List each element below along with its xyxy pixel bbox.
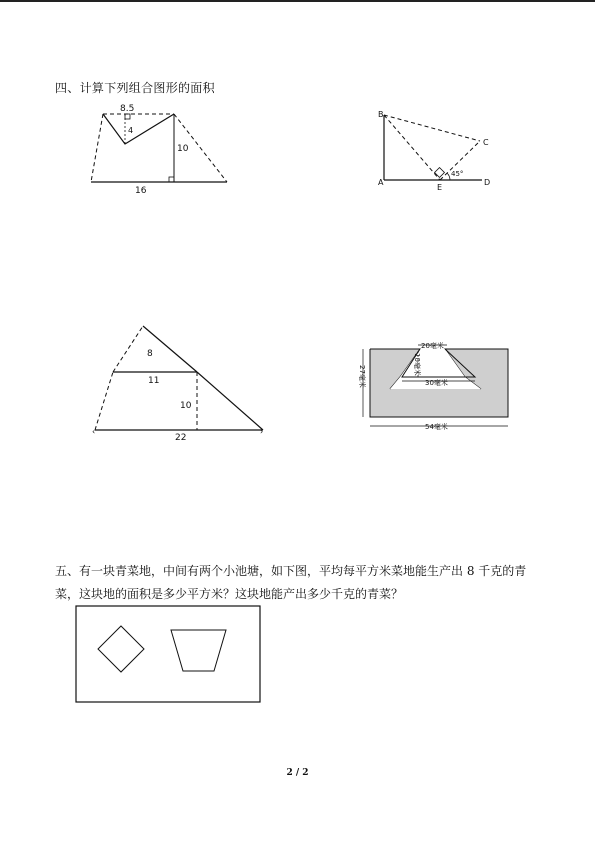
figure-1 bbox=[85, 100, 235, 195]
fig2-angle-label: 45° bbox=[451, 170, 464, 178]
fig2-label-B: B bbox=[378, 110, 384, 119]
fig4-top-label: 20毫米 bbox=[421, 342, 444, 350]
fig3-right-side bbox=[197, 372, 263, 430]
section-5-line-2: 菜，这块地的面积是多少平方米？这块地能产出多少千克的青菜？ bbox=[55, 587, 404, 601]
page-number: 2 / 2 bbox=[286, 768, 309, 778]
fig1-top-label: 8.5 bbox=[120, 104, 135, 114]
fig2-label-C: C bbox=[483, 138, 489, 147]
fig3-left-dashed-side bbox=[95, 372, 113, 430]
fig1-left-dashed-side bbox=[91, 114, 103, 182]
fig1-v-notch bbox=[103, 114, 174, 144]
figure-2 bbox=[370, 105, 500, 195]
figure-4 bbox=[355, 333, 515, 438]
fig1-right-angle-bottom bbox=[169, 177, 174, 182]
fig1-right-angle-top bbox=[125, 114, 130, 119]
fig4-width-label: 54毫米 bbox=[425, 423, 448, 431]
section-5-line-1: 五、有一块青菜地，中间有两个小池塘，如下图，平均每平方米菜地能生产出 8 千克的青 bbox=[55, 564, 527, 578]
page-top-border bbox=[0, 0, 595, 2]
fig2-BC bbox=[384, 115, 480, 141]
figure-5 bbox=[75, 605, 265, 705]
figure-3 bbox=[85, 320, 270, 445]
fig1-height-label: 10 bbox=[177, 144, 189, 154]
fig5-square-pond bbox=[98, 626, 144, 672]
fig3-triangle-left bbox=[113, 326, 143, 372]
fig1-bottom-label: 16 bbox=[135, 186, 147, 195]
fig1-side-label: 4 bbox=[128, 126, 134, 135]
fig3-triangle-label: 8 bbox=[147, 349, 153, 359]
fig3-height-label: 10 bbox=[180, 401, 192, 411]
fig3-right-end: › bbox=[260, 427, 264, 436]
fig4-left-label: 27毫米 bbox=[358, 365, 366, 388]
fig3-top-label: 11 bbox=[148, 376, 160, 386]
fig2-angle-arc bbox=[447, 173, 450, 180]
fig3-bottom-label: 22 bbox=[175, 433, 187, 443]
fig2-label-A: A bbox=[378, 178, 384, 187]
fig2-label-D: D bbox=[484, 178, 491, 187]
fig5-trapezoid-pond bbox=[171, 630, 226, 671]
fig2-BE bbox=[384, 115, 440, 180]
fig3-left-end: ‹ bbox=[92, 427, 96, 436]
fig4-bottom-label: 30毫米 bbox=[425, 379, 448, 387]
fig2-label-E: E bbox=[437, 183, 443, 192]
section-4-heading: 四、计算下列组合图形的面积 bbox=[55, 81, 215, 95]
fig4-inner-height-label: 10毫米 bbox=[413, 353, 421, 376]
